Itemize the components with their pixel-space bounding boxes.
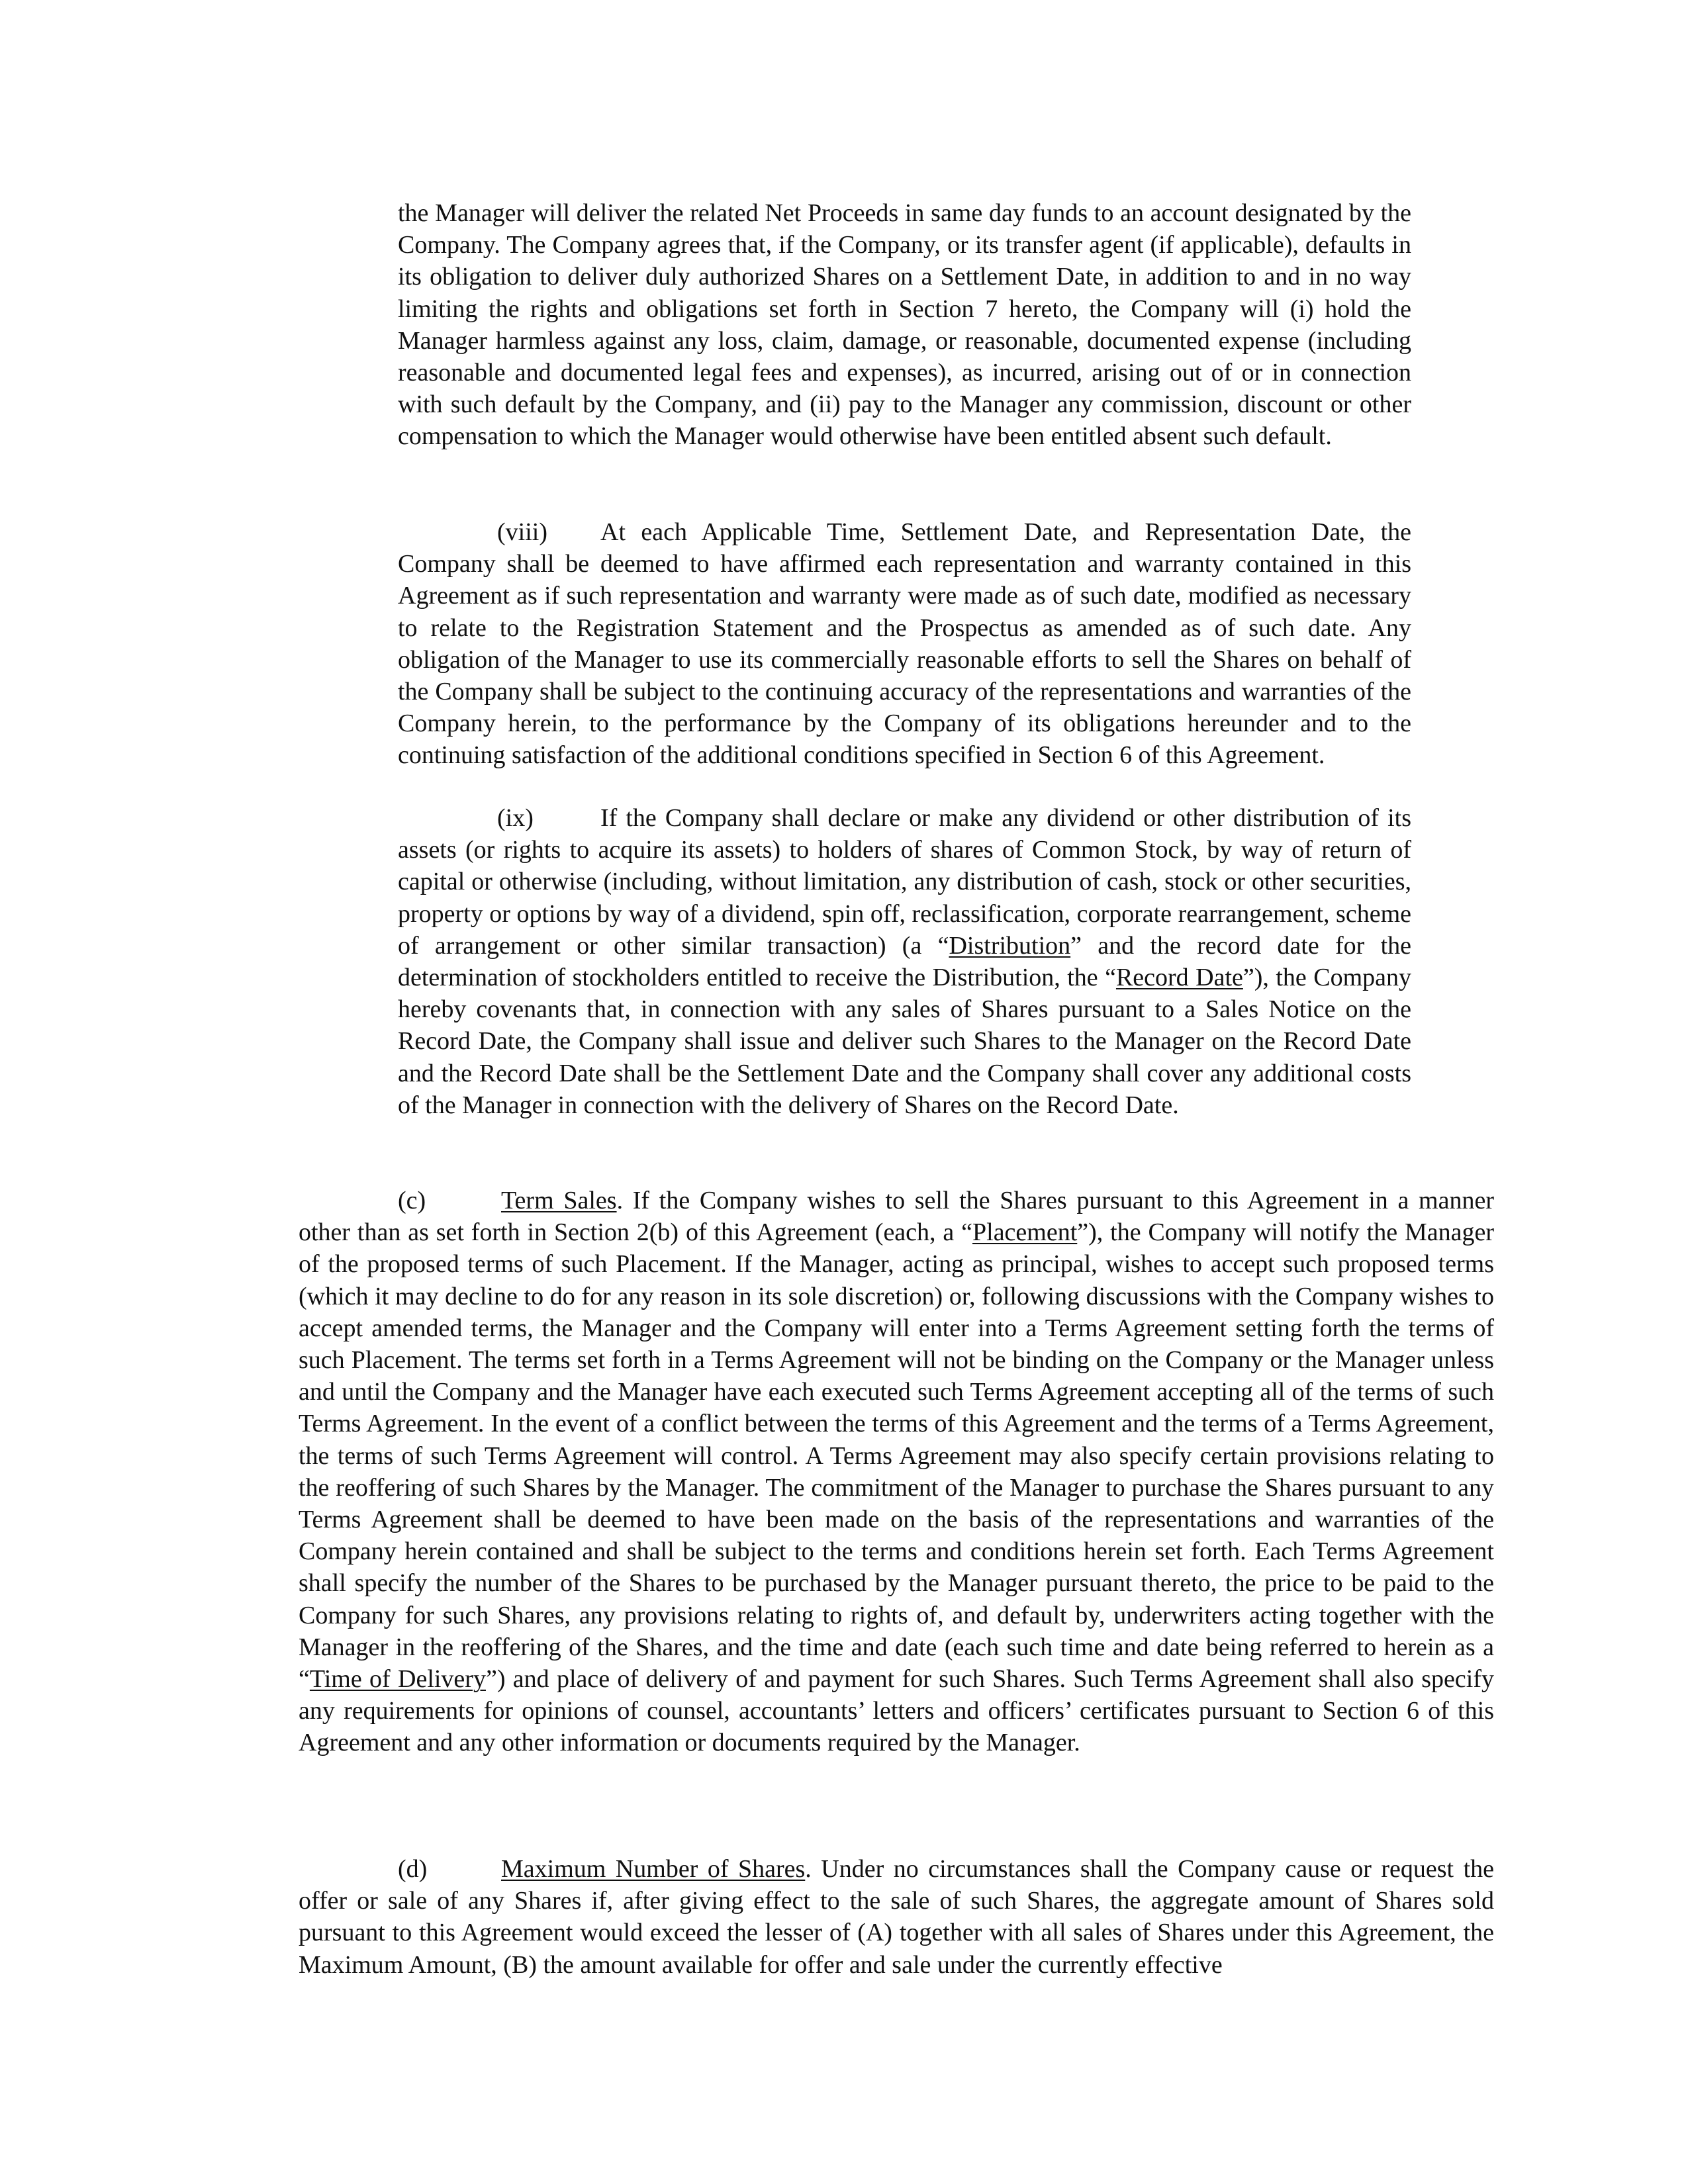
defined-term-placement: Placement [972, 1218, 1078, 1247]
section-c-text-1: . If the Company wishes to sell the Shares pursuant to this Agreement in a manner other than as set forth in Section 2(b) of this Agreement (each, a “ [299, 1187, 1494, 1247]
paragraph-ix-text-1: If the Company shall declare or make any dividend or other distribution of its assets (or rights to acquire its assets) to holders of shares of Common Stock, by way of return of capital or otherwise (including, without limitation, any distribution of cash, stock or other securities, property or options by way of a dividend, spin off, reclassification, corporate rearrangement, scheme of arrangement or other similar transaction) (a “ [398, 804, 1411, 960]
section-c-text-2: ”), the Company will notify the Manager of the proposed terms of such Placement. If the Manager, acting as principal, wishes to accept such proposed terms (which it may decline to do for any reason in its sole discretion) or, following discussions with the Company wishes to accept amended terms, the Manager and the Company will enter into a Terms Agreement setting forth the terms of such Placement. The terms set forth in a Terms Agreement will not be binding on the Company or the Manager unless and until the Company and the Manager have each executed such Terms Agreement accepting all of the terms of such Terms Agreement. In the event of a conflict between the terms of this Agreement and the terms of a Terms Agreement, the terms of such Terms Agreement will control. A Terms Agreement may also specify certain provisions relating to the reoffering of such Shares by the Manager. The commitment of the Manager to purchase the Shares pursuant to any Terms Agreement shall be deemed to have been made on the basis of the representations and warranties of the Company herein contained and shall be subject to the terms and conditions herein set forth. Each Terms Agreement shall specify the number of the Shares to be purchased by the Manager pursuant thereto, the price to be paid to the Company for such Shares, any provisions relating to rights of, and default by, underwriters acting together with the Manager in the reoffering of the Shares, and the time and date (each such time and date being referred to herein as a “ [299, 1218, 1494, 1694]
paragraph-viii-label: (viii) [497, 518, 547, 546]
section-c-paragraph [299, 1185, 1494, 1759]
section-d-text-1: . Under no circumstances shall the Company cause or request the offer or sale of any Shares if, after giving effect to the sale of such Shares, the aggregate amount of Shares sold pursuant to this Agreement would exceed the lesser of (A) together with all sales of Shares under this Agreement, the Maximum Amount, (B) the amount available for offer and sale under the currently effective [299, 1855, 1495, 1979]
defined-term-time-of-delivery: Time of Delivery [309, 1665, 486, 1694]
defined-term-record-date: Record Date [1115, 964, 1243, 992]
section-d-paragraph [299, 1853, 1494, 1981]
continuation-paragraph [398, 197, 1411, 453]
defined-term-distribution: Distribution [949, 931, 1071, 960]
paragraph-viii-text: At each Applicable Time, Settlement Date, and Representation Date, the Company shall be deemed to have affirmed each representation and warranty contained in this Agreement as if such representation and warranty were made as of such date, modified as necessary to relate to the Registration Statement and the Prospectus as amended as of such date. Any obligation of the Manager to use its commercially reasonable efforts to sell the Shares on behalf of the Company shall be subject to the continuing accuracy of the representations and warranties of the Company herein, to the performance by the Company of its obligations hereunder and to the continuing satisfaction of the additional conditions specified in Section 6 of this Agreement. [398, 518, 1411, 770]
paragraph-ix-text-3: ”), the Company hereby covenants that, in connection with any sales of Shares pursuant to a Sales Notice on the Record Date, the Company shall issue and deliver such Shares to the Manager on the Record Date and the Record Date shall be the Settlement Date and the Company shall cover any additional costs of the Manager in connection with the delivery of Shares on the Record Date. [398, 964, 1411, 1119]
paragraph-viii [398, 516, 1411, 772]
continuation-text: the Manager will deliver the related Net Proceeds in same day funds to an account designated by the Company. The Company agrees that, if the Company, or its transfer agent (if applicable), defaults in its obligation to deliver duly authorized Shares on a Settlement Date, in addition to and in no way limiting the rights and obligations set forth in Section 7 hereto, the Company will (i) hold the Manager harmless against any loss, claim, damage, or reasonable, documented expense (including reasonable and documented legal fees and expenses), as incurred, arising out of or in connection with such default by the Company, and (ii) pay to the Manager any commission, discount or other compensation to which the Manager would otherwise have been entitled absent such default. [398, 199, 1411, 451]
section-d-label: (d) [398, 1855, 428, 1883]
paragraph-ix [398, 802, 1411, 1121]
section-c-heading: Term Sales [501, 1187, 617, 1214]
paragraph-ix-text-2: ” and the record date for the determination of stockholders entitled to receive the Distribution, the “ [398, 931, 1411, 992]
section-d-heading: Maximum Number of Shares [501, 1855, 806, 1883]
section-c-label: (c) [398, 1187, 426, 1214]
section-c-text-3: ”) and place of delivery of and payment for such Shares. Such Terms Agreement shall also specify any requirements for opinions of counsel, accountants’ letters and officers’ certificates pursuant to Section 6 of this Agreement and any other information or documents required by the Manager. [299, 1665, 1494, 1757]
paragraph-ix-label: (ix) [497, 804, 534, 832]
